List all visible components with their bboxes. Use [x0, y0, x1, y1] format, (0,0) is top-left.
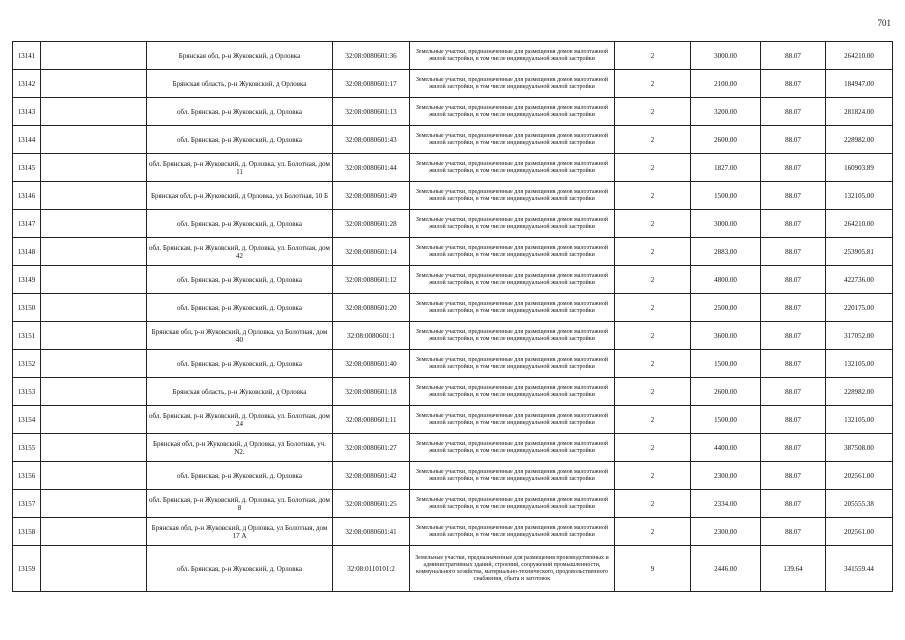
area-cell: 2300.00: [691, 518, 761, 546]
address-cell: обл. Брянская, р-н Жуковский, д. Орловка: [147, 98, 333, 126]
cadastral-number-cell: 32:08:0080601:18: [333, 378, 410, 406]
land-use-cell: Земельные участки, предназначенные для размещения домов малоэтажной жилой застройки, в том числе индивидуальной жилой застройки: [410, 294, 615, 322]
category-cell: 2: [615, 378, 691, 406]
cadastral-number-cell: 32:08:0080601:12: [333, 266, 410, 294]
cadastral-number-cell: 32:08:0080601:13: [333, 98, 410, 126]
row-number: 13153: [13, 378, 41, 406]
row-empty: [41, 210, 147, 238]
row-number: 13157: [13, 490, 41, 518]
category-cell: 2: [615, 70, 691, 98]
rate-cell: 88.07: [761, 378, 826, 406]
area-cell: 2500.00: [691, 294, 761, 322]
cadastral-value-cell: 132105.00: [826, 350, 893, 378]
category-cell: 2: [615, 266, 691, 294]
row-number: 13142: [13, 70, 41, 98]
cadastral-value-cell: 228982.00: [826, 126, 893, 154]
row-empty: [41, 294, 147, 322]
table-row: [13, 322, 893, 350]
area-cell: 2600.00: [691, 378, 761, 406]
row-number: 13158: [13, 518, 41, 546]
rate-cell: 88.07: [761, 98, 826, 126]
cadastral-number-cell: 32:08:0080601:41: [333, 518, 410, 546]
address-cell: обл. Брянская, р-н Жуковский, д. Орловка: [147, 126, 333, 154]
row-empty: [41, 42, 147, 70]
row-number: 13152: [13, 350, 41, 378]
row-empty: [41, 98, 147, 126]
row-empty: [41, 154, 147, 182]
land-use-cell: Земельные участки, предназначенные для размещения домов малоэтажной жилой застройки, в том числе индивидуальной жилой застройки: [410, 322, 615, 350]
land-use-cell: Земельные участки, предназначенные для размещения домов малоэтажной жилой застройки, в том числе индивидуальной жилой застройки: [410, 378, 615, 406]
table-row: [13, 70, 893, 98]
area-cell: 2334.00: [691, 490, 761, 518]
area-cell: 1500.00: [691, 350, 761, 378]
row-empty: [41, 350, 147, 378]
area-cell: 3000.00: [691, 210, 761, 238]
cadastral-value-cell: 202561.00: [826, 518, 893, 546]
row-empty: [41, 490, 147, 518]
address-cell: Брянская область, р-н Жуковский, д Орловка: [147, 378, 333, 406]
row-number: 13149: [13, 266, 41, 294]
category-cell: 2: [615, 210, 691, 238]
category-cell: 2: [615, 350, 691, 378]
area-cell: 4400.00: [691, 434, 761, 462]
cadastral-value-table: [12, 41, 893, 592]
area-cell: 1500.00: [691, 406, 761, 434]
table-row: [13, 490, 893, 518]
category-cell: 9: [615, 546, 691, 592]
row-number: 13155: [13, 434, 41, 462]
page-number: 701: [877, 18, 891, 28]
table-row: [13, 518, 893, 546]
land-use-cell: Земельные участки, предназначенные для размещения домов малоэтажной жилой застройки, в том числе индивидуальной жилой застройки: [410, 210, 615, 238]
table-row: [13, 182, 893, 210]
address-cell: обл. Брянская, р-н Жуковский, д. Орловка: [147, 294, 333, 322]
cadastral-number-cell: 32:08:0080601:27: [333, 434, 410, 462]
cadastral-number-cell: 32:08:0080601:44: [333, 154, 410, 182]
land-use-cell: Земельные участки, предназначенные для размещения домов малоэтажной жилой застройки, в том числе индивидуальной жилой застройки: [410, 126, 615, 154]
table-row: [13, 350, 893, 378]
area-cell: 3200.00: [691, 98, 761, 126]
rate-cell: 88.07: [761, 462, 826, 490]
row-number: 13154: [13, 406, 41, 434]
address-cell: обл. Брянская, р-н Жуковский, д. Орловка: [147, 266, 333, 294]
category-cell: 2: [615, 182, 691, 210]
rate-cell: 88.07: [761, 154, 826, 182]
cadastral-value-cell: 132105.00: [826, 406, 893, 434]
cadastral-number-cell: 32:08:0080601:42: [333, 462, 410, 490]
land-use-cell: Земельные участки, предназначенные для размещения домов малоэтажной жилой застройки, в том числе индивидуальной жилой застройки: [410, 266, 615, 294]
address-cell: обл. Брянская, р-н Жуковский, д. Орловка: [147, 350, 333, 378]
category-cell: 2: [615, 42, 691, 70]
rate-cell: 88.07: [761, 126, 826, 154]
area-cell: 4800.00: [691, 266, 761, 294]
cadastral-value-cell: 387508.00: [826, 434, 893, 462]
table-row: [13, 266, 893, 294]
address-cell: Брянская обл, р-н Жуковский, д Орловка, ул Болотная, дом 40: [147, 322, 333, 350]
table-row: [13, 98, 893, 126]
row-number: 13148: [13, 238, 41, 266]
address-cell: обл. Брянская, р-н Жуковский, д. Орловка: [147, 546, 333, 592]
row-number: 13156: [13, 462, 41, 490]
row-number: 13144: [13, 126, 41, 154]
rate-cell: 88.07: [761, 294, 826, 322]
cadastral-number-cell: 32:08:0080601:20: [333, 294, 410, 322]
cadastral-value-cell: 205555.38: [826, 490, 893, 518]
table-row: [13, 294, 893, 322]
row-number: 13150: [13, 294, 41, 322]
land-use-cell: Земельные участки, предназначенные для размещения домов малоэтажной жилой застройки, в том числе индивидуальной жилой застройки: [410, 350, 615, 378]
rate-cell: 88.07: [761, 406, 826, 434]
row-empty: [41, 266, 147, 294]
land-use-cell: Земельные участки, предназначенные для размещения домов малоэтажной жилой застройки, в том числе индивидуальной жилой застройки: [410, 70, 615, 98]
address-cell: Брянская обл, р-н Жуковский, д Орловка, ул Болотная, уч. N2.: [147, 434, 333, 462]
cadastral-number-cell: 32:08:0080601:49: [333, 182, 410, 210]
address-cell: обл. Брянская, р-н Жуковский, д. Орловка, ул. Болотная, дом 11: [147, 154, 333, 182]
row-empty: [41, 462, 147, 490]
table-body: [13, 42, 893, 592]
land-use-cell: Земельные участки, предназначенные для размещения домов малоэтажной жилой застройки, в том числе индивидуальной жилой застройки: [410, 434, 615, 462]
category-cell: 2: [615, 154, 691, 182]
row-empty: [41, 126, 147, 154]
rate-cell: 139.64: [761, 546, 826, 592]
cadastral-value-cell: 184947.00: [826, 70, 893, 98]
rate-cell: 88.07: [761, 42, 826, 70]
row-empty: [41, 378, 147, 406]
area-cell: 3600.00: [691, 322, 761, 350]
row-empty: [41, 546, 147, 592]
address-cell: обл. Брянская, р-н Жуковский, д. Орловка, ул. Болотная, дом 42: [147, 238, 333, 266]
rate-cell: 88.07: [761, 518, 826, 546]
cadastral-value-cell: 160903.89: [826, 154, 893, 182]
cadastral-number-cell: 32:08:0110101:2: [333, 546, 410, 592]
cadastral-value-cell: 253905.81: [826, 238, 893, 266]
cadastral-value-cell: 264210.00: [826, 210, 893, 238]
category-cell: 2: [615, 98, 691, 126]
category-cell: 2: [615, 434, 691, 462]
table-row: [13, 210, 893, 238]
row-empty: [41, 518, 147, 546]
cadastral-value-cell: 220175.00: [826, 294, 893, 322]
category-cell: 2: [615, 322, 691, 350]
address-cell: Брянская обл, р-н Жуковский, д Орловка, ул Болотная, 10 Б: [147, 182, 333, 210]
cadastral-value-cell: 132105.00: [826, 182, 893, 210]
area-cell: 3000.00: [691, 42, 761, 70]
land-use-cell: Земельные участки, предназначенные для размещения домов малоэтажной жилой застройки, в том числе индивидуальной жилой застройки: [410, 462, 615, 490]
area-cell: 2446.00: [691, 546, 761, 592]
category-cell: 2: [615, 126, 691, 154]
cadastral-number-cell: 32:08:0080601:14: [333, 238, 410, 266]
land-use-cell: Земельные участки, предназначенные для размещения домов малоэтажной жилой застройки, в том числе индивидуальной жилой застройки: [410, 490, 615, 518]
rate-cell: 88.07: [761, 210, 826, 238]
row-number: 13147: [13, 210, 41, 238]
row-number: 13143: [13, 98, 41, 126]
land-use-cell: Земельные участки, предназначенные для размещения домов малоэтажной жилой застройки, в том числе индивидуальной жилой застройки: [410, 98, 615, 126]
rate-cell: 88.07: [761, 70, 826, 98]
category-cell: 2: [615, 294, 691, 322]
address-cell: Брянская обл, р-н Жуковский, д Орловка: [147, 42, 333, 70]
cadastral-number-cell: 32:08:0080601:11: [333, 406, 410, 434]
land-use-cell: Земельные участки, предназначенные для размещения домов малоэтажной жилой застройки, в том числе индивидуальной жилой застройки: [410, 154, 615, 182]
land-use-cell: Земельные участки, предназначенные для размещения домов малоэтажной жилой застройки, в том числе индивидуальной жилой застройки: [410, 238, 615, 266]
category-cell: 2: [615, 406, 691, 434]
cadastral-value-cell: 422736.00: [826, 266, 893, 294]
land-use-cell: Земельные участки, предназначенные для размещения домов малоэтажной жилой застройки, в том числе индивидуальной жилой застройки: [410, 406, 615, 434]
address-cell: обл. Брянская, р-н Жуковский, д. Орловка, ул. Болотная, дом 24: [147, 406, 333, 434]
address-cell: обл. Брянская, р-н Жуковский, д. Орловка: [147, 462, 333, 490]
cadastral-value-cell: 264210.00: [826, 42, 893, 70]
row-empty: [41, 434, 147, 462]
cadastral-value-cell: 228982.00: [826, 378, 893, 406]
land-use-cell: Земельные участки, предназначенные для размещения домов малоэтажной жилой застройки, в том числе индивидуальной жилой застройки: [410, 518, 615, 546]
address-cell: обл. Брянская, р-н Жуковский, д. Орловка: [147, 210, 333, 238]
rate-cell: 88.07: [761, 434, 826, 462]
cadastral-number-cell: 32:08:0080601:36: [333, 42, 410, 70]
cadastral-number-cell: 32:08:0080601:1: [333, 322, 410, 350]
cadastral-number-cell: 32:08:0080601:40: [333, 350, 410, 378]
table-row: [13, 154, 893, 182]
land-use-cell: Земельные участки, предназначенные для размещения домов малоэтажной жилой застройки, в том числе индивидуальной жилой застройки: [410, 182, 615, 210]
cadastral-value-cell: 281824.00: [826, 98, 893, 126]
area-cell: 2883.00: [691, 238, 761, 266]
area-cell: 1500.00: [691, 182, 761, 210]
address-cell: Брянская область, р-н Жуковский, д Орловка: [147, 70, 333, 98]
land-use-cell: Земельные участки, предназначенные для размещения производственных и административных зданий, строений, сооружений промышленности, коммунального хозяйства, материально-технического, продовольственного снабжения, сбыта и заготовок: [410, 546, 615, 592]
row-number: 13151: [13, 322, 41, 350]
rate-cell: 88.07: [761, 238, 826, 266]
row-number: 13146: [13, 182, 41, 210]
row-empty: [41, 322, 147, 350]
table-row: [13, 462, 893, 490]
address-cell: обл. Брянская, р-н Жуковский, д. Орловка, ул. Болотная, дом 8: [147, 490, 333, 518]
category-cell: 2: [615, 238, 691, 266]
table-row: [13, 126, 893, 154]
category-cell: 2: [615, 518, 691, 546]
address-cell: Брянская обл, р-н Жуковский, д Орловка, ул Болотная, дом 17 А: [147, 518, 333, 546]
rate-cell: 88.07: [761, 182, 826, 210]
cadastral-value-cell: 317052.00: [826, 322, 893, 350]
area-cell: 2300.00: [691, 462, 761, 490]
cadastral-value-cell: 202561.00: [826, 462, 893, 490]
category-cell: 2: [615, 462, 691, 490]
row-empty: [41, 70, 147, 98]
row-number: 13145: [13, 154, 41, 182]
cadastral-number-cell: 32:08:0080601:25: [333, 490, 410, 518]
row-number: 13141: [13, 42, 41, 70]
area-cell: 2600.00: [691, 126, 761, 154]
land-use-cell: Земельные участки, предназначенные для размещения домов малоэтажной жилой застройки, в том числе индивидуальной жилой застройки: [410, 42, 615, 70]
row-number: 13159: [13, 546, 41, 592]
cadastral-number-cell: 32:08:0080601:43: [333, 126, 410, 154]
table-row: [13, 238, 893, 266]
cadastral-number-cell: 32:08:0080601:28: [333, 210, 410, 238]
row-empty: [41, 182, 147, 210]
table-row: [13, 42, 893, 70]
rate-cell: 88.07: [761, 322, 826, 350]
category-cell: 2: [615, 490, 691, 518]
cadastral-number-cell: 32:08:0080601:17: [333, 70, 410, 98]
table-row: [13, 378, 893, 406]
row-empty: [41, 406, 147, 434]
area-cell: 1827.00: [691, 154, 761, 182]
area-cell: 2100.00: [691, 70, 761, 98]
rate-cell: 88.07: [761, 490, 826, 518]
table-row: [13, 434, 893, 462]
rate-cell: 88.07: [761, 350, 826, 378]
row-empty: [41, 238, 147, 266]
rate-cell: 88.07: [761, 266, 826, 294]
table-row: [13, 546, 893, 592]
table-row: [13, 406, 893, 434]
cadastral-value-cell: 341559.44: [826, 546, 893, 592]
